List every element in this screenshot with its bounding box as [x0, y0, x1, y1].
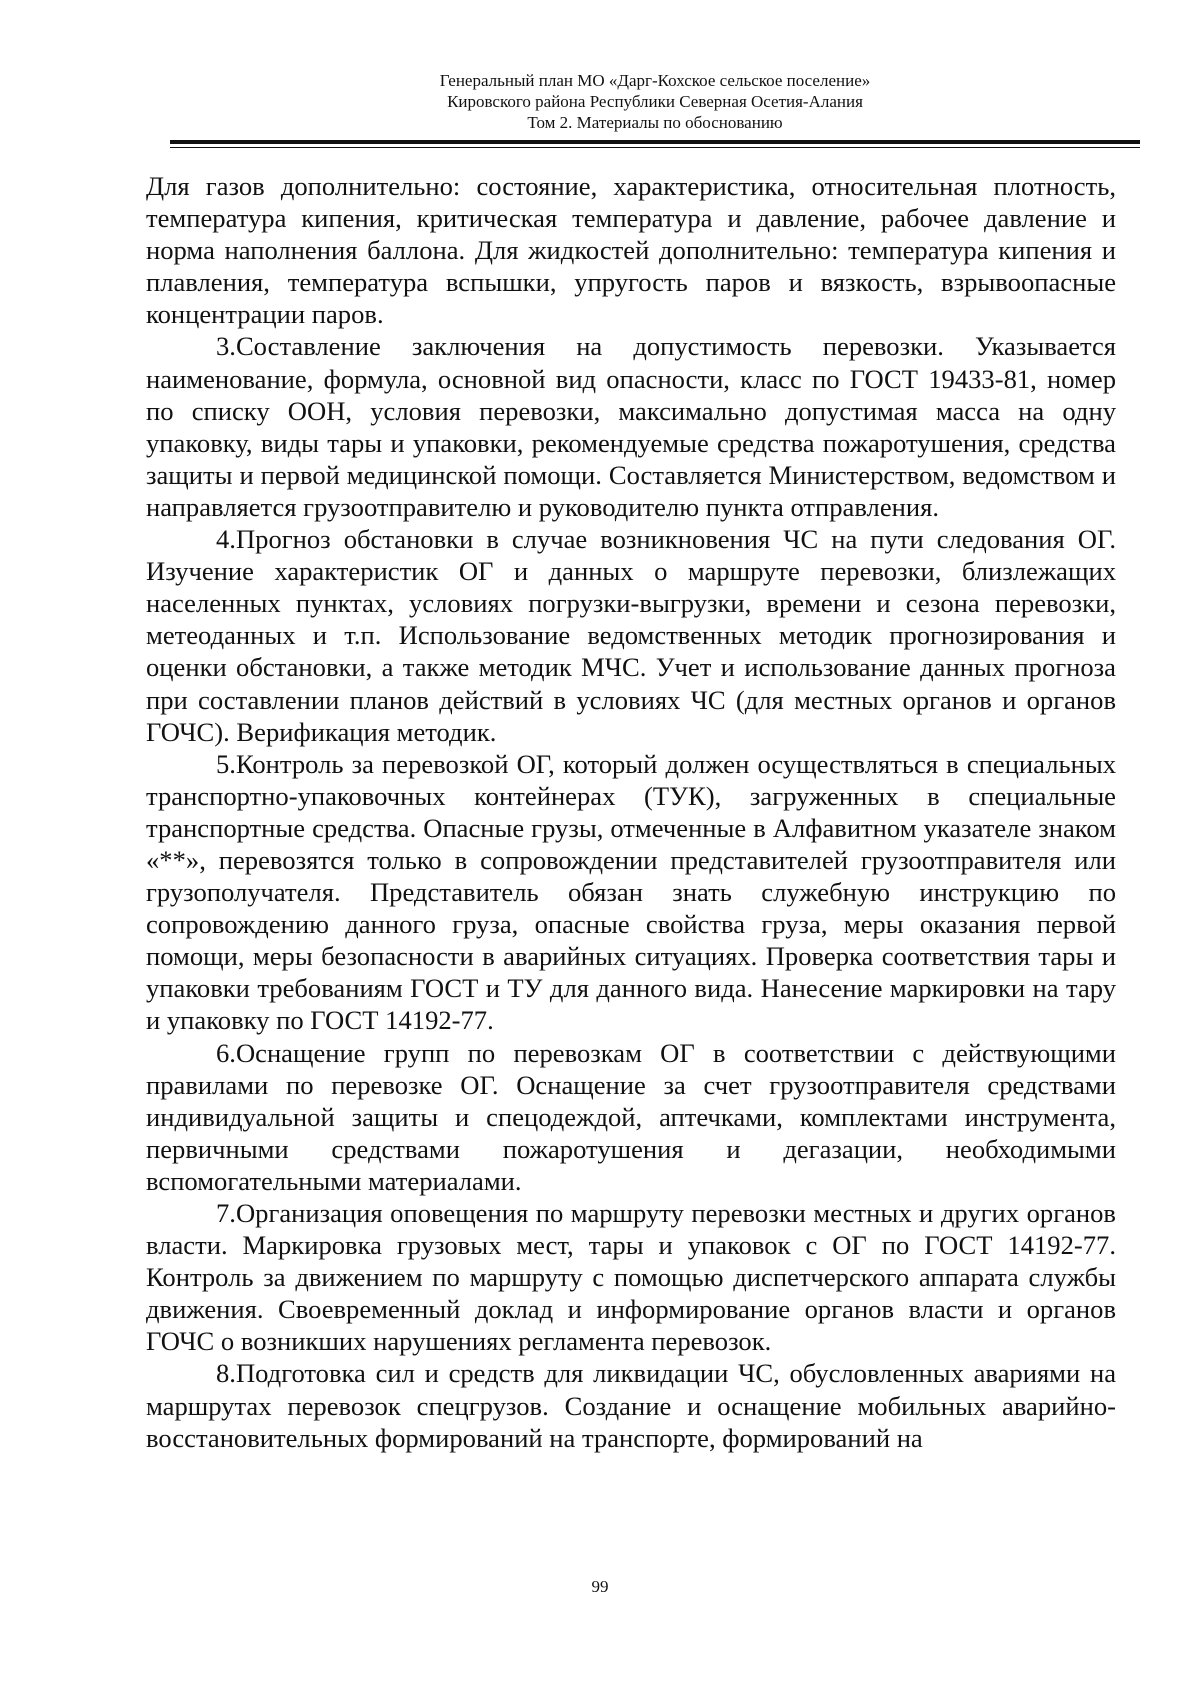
page-number: 99	[591, 1577, 609, 1596]
paragraph-3: 3.Составление заключения на допустимость перевозки. Указывается наименование, формула, основной вид опасности, класс по ГОСТ 19433-81, номер по списку ООН, условия перевозки, максимально допустимая масса на одну упаковку, виды тары и упаковки, рекомендуемые средства пожаротушения, средства защиты и первой медицинской помощи. Составляется Министерством, ведомством и направляется грузоотправителю и руководителю пункта отправления.	[146, 331, 1116, 522]
paragraph-gases: Для газов дополнительно: состояние, характеристика, относительная плотность, температура кипения, критическая температура и давление, рабочее давление и норма наполнения баллона. Для жидкостей дополнительно: температура кипения и плавления, температура вспышки, упругость паров и вязкость, взрывоопасные концентрации паров.	[146, 171, 1116, 330]
document-header	[170, 70, 1140, 133]
header-line-1: Генеральный план МО «Дарг-Кохское сельское поселение»	[439, 71, 871, 90]
header-line-2: Кировского района Республики Северная Осетия-Алания	[447, 92, 863, 111]
paragraph-6: 6.Оснащение групп по перевозкам ОГ в соответствии с действующими правилами по перевозке ОГ. Оснащение за счет грузоотправителя средствами индивидуальной защиты и спецодеждой, аптечками, комплектами инструмента, первичными средствами пожаротушения и дегазации, необходимыми вспомогательными материалами.	[146, 1037, 1116, 1196]
header-rule-thick	[170, 140, 1140, 144]
document-body	[146, 170, 1116, 1454]
header-rule-thin	[170, 147, 1140, 148]
header-line-3: Том 2. Материалы по обоснованию	[527, 113, 783, 132]
paragraph-7: 7.Организация оповещения по маршруту перевозки местных и других органов власти. Маркировка грузовых мест, тары и упаковок с ОГ по ГОСТ 14192-77. Контроль за движением по маршруту с помощью диспетчерского аппарата службы движения. Своевременный доклад и информирование органов власти и органов ГОЧС о возникших нарушениях регламента перевозок.	[146, 1198, 1116, 1357]
paragraph-8: 8.Подготовка сил и средств для ликвидации ЧС, обусловленных авариями на маршрутах перевозок спецгрузов. Создание и оснащение мобильных аварийно-восстановительных формирований на транспорте, формирований на	[146, 1358, 1116, 1453]
paragraph-5: 5.Контроль за перевозкой ОГ, который должен осуществляться в специальных транспортно-упаковочных контейнерах (ТУК), загруженных в специальные транспортные средства. Опасные грузы, отмеченные в Алфавитном указателе знаком «**», перевозятся только в сопровождении представителей грузоотправителя или грузополучателя. Представитель обязан знать служебную инструкцию по сопровождению данного груза, опасные свойства груза, меры оказания первой помощи, меры безопасности в аварийных ситуациях. Проверка соответствия тары и упаковки требованиям ГОСТ и ТУ для данного вида. Нанесение маркировки на тару и упаковку по ГОСТ 14192-77.	[146, 748, 1116, 1036]
paragraph-4: 4.Прогноз обстановки в случае возникновения ЧС на пути следования ОГ. Изучение характеристик ОГ и данных о маршруте перевозки, близлежащих населенных пунктах, условиях погрузки-выгрузки, времени и сезона перевозки, метеоданных и т.п. Использование ведомственных методик прогнозирования и оценки обстановки, а также методик МЧС. Учет и использование данных прогноза при составлении планов действий в условиях ЧС (для местных органов и органов ГОЧС). Верификация методик.	[146, 524, 1116, 747]
